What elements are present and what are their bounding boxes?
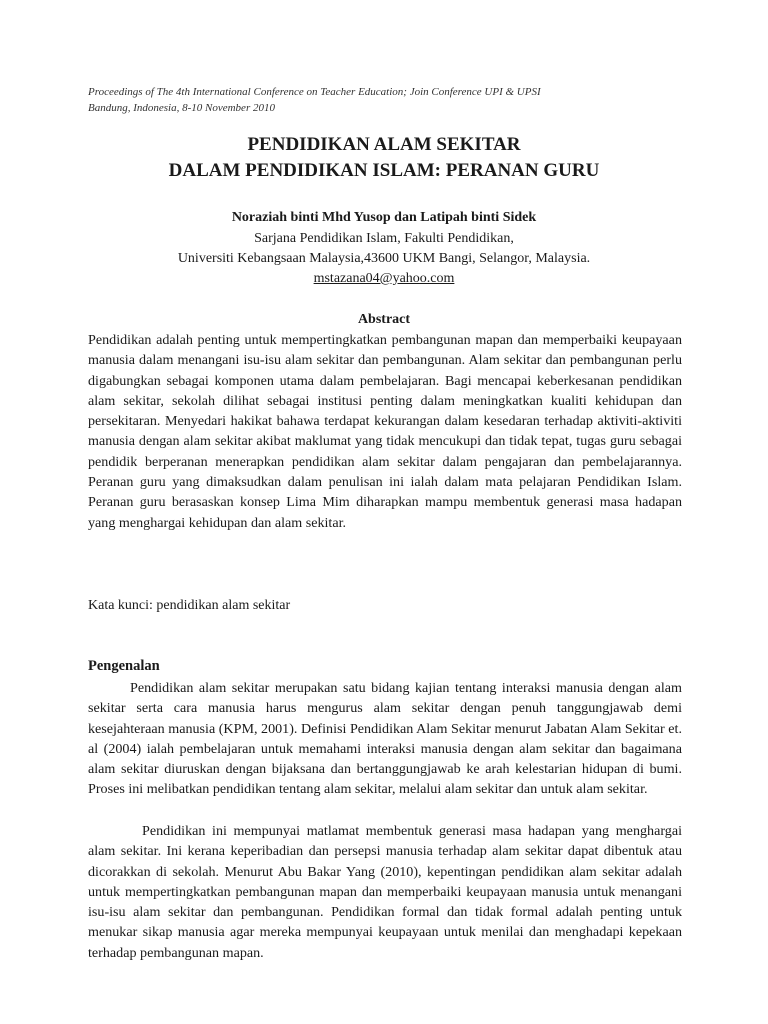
title-line-2: DALAM PENDIDIKAN ISLAM: PERANAN GURU: [168, 160, 600, 181]
section-paragraph-1: Pendidikan alam sekitar merupakan satu bidang kajian tentang interaksi manusia dengan alam sekitar serta cara manusia harus mengurus alam sekitar dengan penuh tanggungjawab demi kesejahteraan manusia (KPM, 2001). Definisi Pendidikan Alam Sekitar menurut Jabatan Alam Sekitar et. al (2004) ialah pembelajaran untuk memahami interaksi manusia dengan alam sekitar dan bagaimana alam sekitar diuruskan dengan bijaksana dan bertanggungjawab ke arah kelestarian hidupan di bumi. Proses ini melibatkan pendidikan tentang alam sekitar, melalui alam sekitar dan untuk alam sekitar.: [88, 680, 682, 798]
proceedings-header: [88, 84, 688, 116]
title-line-1: PENDIDIKAN ALAM SEKITAR: [247, 134, 521, 155]
author-email-link[interactable]: mstazana04@yahoo.com: [313, 271, 455, 286]
affiliation-block: [0, 229, 768, 289]
section-paragraph-2: Pendidikan ini mempunyai matlamat membentuk generasi masa hadapan yang menghargai alam sekitar. Ini kerana keperibadian dan persepsi manusia terhadap alam sekitar dapat dibentuk atau dicorakkan di sekolah. Menurut Abu Bakar Yang (2010), kepentingan pendidikan alam sekitar adalah untuk mempertingkatkan pembangunan mapan dan memperbaiki keupayaan manusia untuk menangani isu-isu alam sekitar dan pembangunan. Pendidikan formal dan tidak formal adalah penting untuk menukar sikap manusia agar mereka mempunyai keupayaan untuk menilai dan menghadapi kepekaan terhadap pembangunan mapan.: [88, 823, 682, 961]
abstract-text: Pendidikan adalah penting untuk mempertingkatkan pembangunan mapan dan memperbaiki keupayaan manusia dalam menangani isu-isu alam sekitar dan pembangunan. Alam sekitar dan pembangunan perlu digabungkan sebagai komponen utama dalam pembelajaran. Bagi mencapai keberkesanan pendidikan alam sekitar, sekolah dilihat sebagai institusi penting dalam meningkatkan kualiti kehidupan dan persekitaran. Menyedari hakikat bahawa terdapat kekurangan dalam kesedaran terhadap aktiviti-aktiviti manusia dengan alam sekitar akibat maklumat yang tidak mencukupi dan tidak tepat, tugas guru sebagai pendidik berperanan menerapkan pendidikan alam sekitar dalam pengajaran dan pembelajarannya. Peranan guru yang dimaksudkan dalam penulisan ini ialah dalam mata pelajaran Pendidikan Islam. Peranan guru berasaskan konsep Lima Mim diharapkan mampu membentuk generasi masa hadapan yang menghargai kehidupan dan alam sekitar.: [88, 332, 682, 531]
affiliation-line-1: Sarjana Pendidikan Islam, Fakulti Pendidikan,: [254, 231, 514, 246]
abstract-heading: Abstract: [357, 312, 411, 327]
proceedings-line-1: Proceedings of The 4th International Conference on Teacher Education; Join Conference UPI & UPSI: [88, 86, 541, 98]
author-names: Noraziah binti Mhd Yusop dan Latipah binti Sidek: [231, 210, 537, 225]
section-heading: Pengenalan: [88, 658, 160, 674]
paper-title: [0, 132, 768, 184]
keywords-line: Kata kunci: pendidikan alam sekitar: [88, 598, 291, 613]
proceedings-line-2: Bandung, Indonesia, 8-10 November 2010: [88, 102, 275, 114]
affiliation-line-2: Universiti Kebangsaan Malaysia,43600 UKM Bangi, Selangor, Malaysia.: [177, 251, 591, 266]
